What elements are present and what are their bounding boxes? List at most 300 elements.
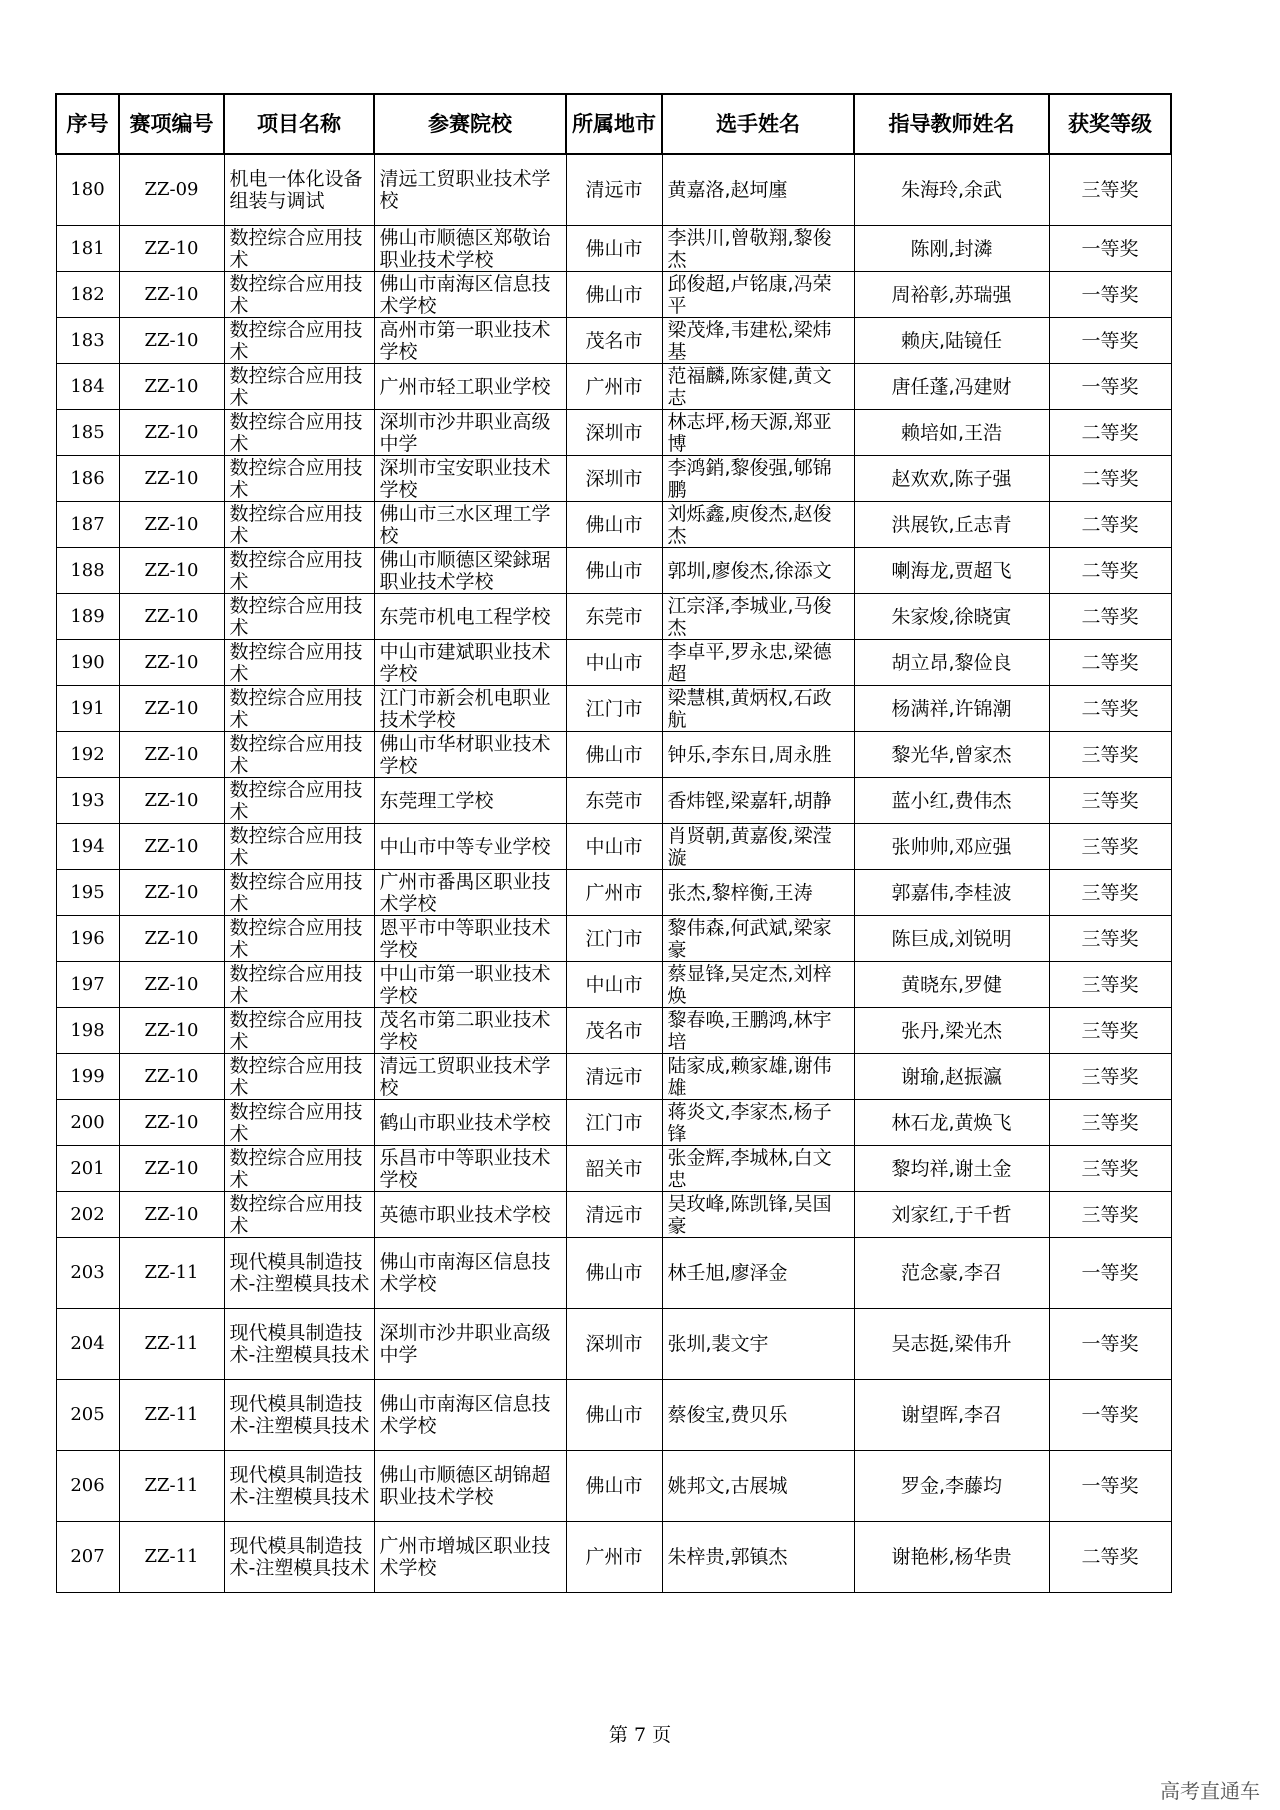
contestants-cell: [662, 824, 854, 870]
event-code-text: ZZ-10: [144, 467, 199, 489]
contestants-cell: [662, 778, 854, 824]
city-text: 东莞市: [585, 605, 643, 628]
contestants-text: 邱俊超,卢铭康,冯荣平: [667, 272, 832, 317]
event-code-cell: [119, 456, 224, 502]
school-cell: [374, 1238, 566, 1309]
contestants-cell: [662, 732, 854, 778]
city-text: 中山市: [585, 651, 643, 674]
instructors-text: 谢瑜,赵振瀛: [900, 1065, 1003, 1088]
serial-number-text: 203: [70, 1262, 105, 1283]
serial-number-text: 182: [70, 283, 105, 305]
serial-number-text: 201: [70, 1157, 105, 1179]
instructors-cell: [854, 1100, 1049, 1146]
table-row: [56, 318, 1171, 364]
serial-number-cell: [56, 1054, 119, 1100]
project-name-cell: [224, 594, 374, 640]
contestants-text: 钟乐,李东日,周永胜: [667, 743, 832, 766]
school-cell: [374, 732, 566, 778]
school-text: 中山市建斌职业技术学校: [379, 640, 551, 685]
instructors-cell: [854, 456, 1049, 502]
event-code-cell: [119, 1054, 224, 1100]
project-name-text: 现代模具制造技术-注塑模具技术: [229, 1322, 370, 1366]
instructors-cell: [854, 778, 1049, 824]
city-cell: [566, 778, 662, 824]
table-row: [56, 1100, 1171, 1146]
contestants-text: 张杰,黎梓衡,王涛: [667, 881, 813, 904]
event-code-text: ZZ-10: [144, 1203, 199, 1225]
serial-number-text: 202: [70, 1203, 105, 1225]
project-name-text: 数控综合应用技术: [229, 686, 363, 731]
instructors-text: 张丹,梁光杰: [900, 1019, 1003, 1042]
city-text: 佛山市: [585, 559, 643, 582]
contestants-text: 姚邦文,古展城: [667, 1475, 788, 1497]
table-row: [56, 870, 1171, 916]
city-cell: [566, 548, 662, 594]
event-code-text: ZZ-10: [144, 1065, 199, 1087]
contestants-cell: [662, 1238, 854, 1309]
instructors-text: 朱家焌,徐晓寅: [891, 605, 1012, 628]
event-code-text: ZZ-10: [144, 1157, 199, 1179]
city-text: 佛山市: [585, 237, 643, 260]
serial-number-cell: [56, 594, 119, 640]
school-cell: [374, 1451, 566, 1522]
event-code-cell: [119, 410, 224, 456]
project-name-cell: [224, 1522, 374, 1593]
contestants-text: 蔡俊宝,费贝乐: [667, 1404, 788, 1426]
project-name-cell: [224, 410, 374, 456]
project-name-text: 数控综合应用技术: [229, 318, 363, 363]
event-code-cell: [119, 548, 224, 594]
city-text: 佛山市: [585, 283, 643, 306]
serial-number-text: 197: [70, 973, 105, 995]
serial-number-cell: [56, 456, 119, 502]
event-code-cell: [119, 1238, 224, 1309]
event-code-text: ZZ-10: [144, 375, 199, 397]
contestants-cell: [662, 916, 854, 962]
instructors-text: 黄晓东,罗健: [900, 973, 1003, 996]
contestants-cell: [662, 686, 854, 732]
instructors-cell: [854, 1309, 1049, 1380]
school-cell: [374, 640, 566, 686]
event-code-cell: [119, 778, 224, 824]
award-level-cell: [1049, 594, 1171, 640]
school-text: 广州市轻工职业学校: [379, 375, 551, 398]
instructors-text: 陈巨成,刘锐明: [891, 927, 1012, 950]
city-cell: [566, 594, 662, 640]
project-name-text: 数控综合应用技术: [229, 1054, 363, 1099]
event-code-cell: [119, 870, 224, 916]
city-cell: [566, 272, 662, 318]
project-name-cell: [224, 226, 374, 272]
project-name-cell: [224, 154, 374, 226]
serial-number-text: 195: [70, 881, 105, 903]
event-code-cell: [119, 732, 224, 778]
event-code-cell: [119, 962, 224, 1008]
instructors-text: 张帅帅,邓应强: [891, 835, 1012, 858]
instructors-text: 胡立昂,黎俭良: [891, 651, 1012, 674]
project-name-text: 现代模具制造技术-注塑模具技术: [229, 1535, 370, 1579]
column-header: 获奖等级: [1049, 94, 1171, 154]
city-cell: [566, 640, 662, 686]
serial-number-cell: [56, 1380, 119, 1451]
project-name-cell: [224, 732, 374, 778]
contestants-cell: [662, 1146, 854, 1192]
school-text: 东莞理工学校: [379, 789, 494, 812]
project-name-cell: [224, 1309, 374, 1380]
instructors-cell: [854, 824, 1049, 870]
city-cell: [566, 1008, 662, 1054]
serial-number-text: 200: [70, 1111, 105, 1133]
project-name-cell: [224, 1100, 374, 1146]
instructors-text: 谢艳彬,杨华贵: [891, 1546, 1012, 1568]
event-code-cell: [119, 272, 224, 318]
instructors-cell: [854, 1238, 1049, 1309]
serial-number-cell: [56, 1008, 119, 1054]
contestants-text: 林壬旭,廖泽金: [667, 1262, 788, 1284]
contestants-text: 李洪川,曾敬翔,黎俊杰: [667, 226, 832, 271]
instructors-cell: [854, 870, 1049, 916]
award-level-cell: [1049, 870, 1171, 916]
city-text: 江门市: [585, 697, 643, 720]
city-cell: [566, 318, 662, 364]
award-level-cell: [1049, 1100, 1171, 1146]
table-row: [56, 548, 1171, 594]
table-row: [56, 1146, 1171, 1192]
project-name-text: 数控综合应用技术: [229, 870, 363, 915]
award-level-text: 二等奖: [1081, 559, 1139, 582]
instructors-text: 林石龙,黄焕飞: [891, 1111, 1012, 1134]
table-row: [56, 272, 1171, 318]
school-cell: [374, 1054, 566, 1100]
award-level-text: 一等奖: [1081, 375, 1139, 398]
serial-number-text: 206: [70, 1475, 105, 1496]
contestants-cell: [662, 1192, 854, 1238]
award-level-cell: [1049, 1309, 1171, 1380]
serial-number-text: 193: [70, 789, 105, 811]
table-row: [56, 1192, 1171, 1238]
city-cell: [566, 364, 662, 410]
award-level-text: 二等奖: [1081, 651, 1139, 674]
event-code-cell: [119, 1100, 224, 1146]
school-text: 高州市第一职业技术学校: [379, 318, 551, 363]
school-text: 深圳市宝安职业技术学校: [379, 456, 551, 501]
project-name-text: 数控综合应用技术: [229, 456, 363, 501]
school-cell: [374, 1522, 566, 1593]
header-row: [56, 94, 1171, 154]
contestants-text: 黎春唤,王鹏鸿,林宇培: [667, 1008, 832, 1053]
school-text: 佛山市南海区信息技术学校: [379, 272, 551, 317]
event-code-text: ZZ-10: [144, 421, 199, 443]
award-level-text: 三等奖: [1081, 927, 1139, 950]
award-level-cell: [1049, 318, 1171, 364]
award-level-text: 三等奖: [1081, 1019, 1139, 1042]
table-row: [56, 1309, 1171, 1380]
table-row: [56, 594, 1171, 640]
project-name-text: 数控综合应用技术: [229, 364, 363, 409]
event-code-cell: [119, 686, 224, 732]
serial-number-text: 188: [70, 559, 105, 581]
project-name-cell: [224, 318, 374, 364]
instructors-text: 刘家红,于千哲: [891, 1203, 1012, 1226]
project-name-cell: [224, 1054, 374, 1100]
table-row: [56, 778, 1171, 824]
school-cell: [374, 272, 566, 318]
award-level-text: 三等奖: [1081, 789, 1139, 812]
event-code-cell: [119, 364, 224, 410]
school-text: 佛山市顺德区梁銶琚职业技术学校: [379, 548, 551, 593]
serial-number-cell: [56, 824, 119, 870]
school-text: 广州市增城区职业技术学校: [379, 1535, 551, 1579]
column-header: 指导教师姓名: [854, 94, 1049, 154]
instructors-text: 赖庆,陆镜任: [900, 329, 1003, 352]
instructors-cell: [854, 226, 1049, 272]
contestants-cell: [662, 1008, 854, 1054]
instructors-text: 蓝小红,费伟杰: [891, 789, 1012, 812]
school-text: 佛山市南海区信息技术学校: [379, 1251, 551, 1295]
city-cell: [566, 226, 662, 272]
event-code-text: ZZ-10: [144, 1019, 199, 1041]
serial-number-cell: [56, 870, 119, 916]
contestants-text: 李卓平,罗永忠,梁德超: [667, 640, 832, 685]
contestants-text: 刘烁鑫,庾俊杰,赵俊杰: [667, 502, 832, 547]
school-text: 深圳市沙井职业高级中学: [379, 1322, 551, 1366]
event-code-text: ZZ-10: [144, 283, 199, 305]
instructors-text: 杨满祥,许锦潮: [891, 697, 1012, 720]
serial-number-cell: [56, 410, 119, 456]
city-text: 中山市: [585, 973, 643, 996]
instructors-text: 周裕彰,苏瑞强: [891, 283, 1012, 306]
project-name-cell: [224, 640, 374, 686]
school-cell: [374, 318, 566, 364]
instructors-cell: [854, 318, 1049, 364]
school-text: 英德市职业技术学校: [379, 1203, 551, 1226]
instructors-cell: [854, 732, 1049, 778]
table-row: [56, 1054, 1171, 1100]
contestants-cell: [662, 456, 854, 502]
event-code-text: ZZ-11: [144, 1546, 199, 1567]
event-code-text: ZZ-11: [144, 1333, 199, 1354]
event-code-text: ZZ-11: [144, 1262, 199, 1283]
award-level-cell: [1049, 1238, 1171, 1309]
instructors-cell: [854, 962, 1049, 1008]
school-cell: [374, 1192, 566, 1238]
contestants-text: 范福麟,陈家健,黄文志: [667, 364, 832, 409]
city-cell: [566, 1309, 662, 1380]
serial-number-cell: [56, 318, 119, 364]
school-cell: [374, 916, 566, 962]
city-text: 韶关市: [585, 1157, 643, 1180]
city-text: 深圳市: [585, 467, 643, 490]
contestants-cell: [662, 1380, 854, 1451]
project-name-text: 数控综合应用技术: [229, 1192, 363, 1237]
serial-number-text: 189: [70, 605, 105, 627]
serial-number-text: 199: [70, 1065, 105, 1087]
project-name-text: 数控综合应用技术: [229, 1100, 363, 1145]
contestants-cell: [662, 548, 854, 594]
award-level-text: 二等奖: [1081, 421, 1139, 444]
contestants-cell: [662, 870, 854, 916]
event-code-cell: [119, 1146, 224, 1192]
award-level-cell: [1049, 456, 1171, 502]
table-row: [56, 154, 1171, 226]
watermark-text: 高考直通车: [1160, 1779, 1260, 1803]
instructors-cell: [854, 1054, 1049, 1100]
contestants-cell: [662, 640, 854, 686]
contestants-cell: [662, 1451, 854, 1522]
instructors-cell: [854, 640, 1049, 686]
instructors-cell: [854, 1008, 1049, 1054]
project-name-text: 数控综合应用技术: [229, 410, 363, 455]
city-text: 中山市: [585, 835, 643, 858]
event-code-text: ZZ-10: [144, 973, 199, 995]
award-level-cell: [1049, 1054, 1171, 1100]
instructors-text: 朱海玲,余武: [900, 179, 1003, 201]
table-row: [56, 1451, 1171, 1522]
serial-number-text: 196: [70, 927, 105, 949]
project-name-cell: [224, 1192, 374, 1238]
serial-number-cell: [56, 1451, 119, 1522]
event-code-cell: [119, 1522, 224, 1593]
serial-number-cell: [56, 364, 119, 410]
school-text: 深圳市沙井职业高级中学: [379, 410, 551, 455]
column-header: 序号: [56, 94, 119, 154]
city-cell: [566, 732, 662, 778]
award-level-cell: [1049, 732, 1171, 778]
project-name-text: 现代模具制造技术-注塑模具技术: [229, 1251, 370, 1295]
award-level-cell: [1049, 824, 1171, 870]
event-code-text: ZZ-10: [144, 697, 199, 719]
contestants-cell: [662, 1309, 854, 1380]
project-name-cell: [224, 916, 374, 962]
award-level-cell: [1049, 1008, 1171, 1054]
contestants-text: 黄嘉洛,赵坷廛: [667, 179, 788, 201]
city-cell: [566, 1451, 662, 1522]
project-name-text: 数控综合应用技术: [229, 502, 363, 547]
instructors-text: 洪展钦,丘志青: [891, 513, 1012, 536]
project-name-cell: [224, 824, 374, 870]
city-cell: [566, 824, 662, 870]
school-cell: [374, 226, 566, 272]
event-code-cell: [119, 1380, 224, 1451]
contestants-text: 肖贤朝,黄嘉俊,梁滢漩: [667, 824, 832, 869]
event-code-text: ZZ-10: [144, 881, 199, 903]
city-cell: [566, 1100, 662, 1146]
table-row: [56, 456, 1171, 502]
event-code-cell: [119, 154, 224, 226]
award-level-text: 一等奖: [1081, 237, 1139, 260]
table-row: [56, 686, 1171, 732]
serial-number-text: 183: [70, 329, 105, 351]
instructors-cell: [854, 154, 1049, 226]
school-cell: [374, 686, 566, 732]
city-text: 清远市: [585, 179, 643, 201]
instructors-cell: [854, 1192, 1049, 1238]
project-name-text: 数控综合应用技术: [229, 1008, 363, 1053]
table-body: [56, 154, 1171, 1593]
award-level-text: 一等奖: [1081, 1333, 1139, 1355]
contestants-cell: [662, 272, 854, 318]
table-row: [56, 410, 1171, 456]
city-text: 江门市: [585, 1111, 643, 1134]
award-level-cell: [1049, 272, 1171, 318]
event-code-cell: [119, 916, 224, 962]
instructors-cell: [854, 1146, 1049, 1192]
school-cell: [374, 594, 566, 640]
contestants-cell: [662, 410, 854, 456]
school-text: 佛山市顺德区郑敬诒职业技术学校: [379, 226, 551, 271]
school-cell: [374, 778, 566, 824]
award-table-container: [55, 93, 1170, 1593]
project-name-cell: [224, 1238, 374, 1309]
serial-number-cell: [56, 962, 119, 1008]
award-level-cell: [1049, 410, 1171, 456]
award-level-cell: [1049, 1451, 1171, 1522]
serial-number-text: 207: [70, 1546, 105, 1567]
school-cell: [374, 548, 566, 594]
city-text: 深圳市: [585, 421, 643, 444]
contestants-text: 蔡显锋,吴定杰,刘梓焕: [667, 962, 832, 1007]
city-cell: [566, 410, 662, 456]
school-text: 佛山市南海区信息技术学校: [379, 1393, 551, 1437]
project-name-cell: [224, 870, 374, 916]
contestants-cell: [662, 154, 854, 226]
award-level-text: 三等奖: [1081, 743, 1139, 766]
instructors-text: 黎光华,曾家杰: [891, 743, 1012, 766]
event-code-text: ZZ-11: [144, 1475, 199, 1496]
school-cell: [374, 1008, 566, 1054]
city-text: 清远市: [585, 1203, 643, 1226]
award-level-text: 三等奖: [1081, 1065, 1139, 1088]
serial-number-cell: [56, 1309, 119, 1380]
event-code-text: ZZ-10: [144, 651, 199, 673]
school-text: 中山市中等专业学校: [379, 835, 551, 858]
serial-number-cell: [56, 1238, 119, 1309]
project-name-cell: [224, 962, 374, 1008]
serial-number-cell: [56, 916, 119, 962]
instructors-cell: [854, 548, 1049, 594]
award-level-text: 三等奖: [1081, 179, 1139, 201]
project-name-text: 数控综合应用技术: [229, 732, 363, 777]
contestants-cell: [662, 1100, 854, 1146]
project-name-cell: [224, 1380, 374, 1451]
award-level-text: 三等奖: [1081, 1111, 1139, 1134]
serial-number-cell: [56, 1146, 119, 1192]
school-text: 清远工贸职业技术学校: [379, 1054, 551, 1099]
table-row: [56, 1238, 1171, 1309]
event-code-cell: [119, 1192, 224, 1238]
school-text: 乐昌市中等职业技术学校: [379, 1146, 551, 1191]
serial-number-text: 205: [70, 1404, 105, 1425]
award-level-cell: [1049, 502, 1171, 548]
school-cell: [374, 364, 566, 410]
project-name-text: 数控综合应用技术: [229, 226, 363, 271]
school-text: 佛山市顺德区胡锦超职业技术学校: [379, 1464, 551, 1508]
city-text: 深圳市: [585, 1333, 643, 1355]
project-name-cell: [224, 548, 374, 594]
serial-number-text: 184: [70, 375, 105, 397]
project-name-text: 数控综合应用技术: [229, 548, 363, 593]
contestants-cell: [662, 1522, 854, 1593]
award-level-text: 三等奖: [1081, 835, 1139, 858]
contestants-text: 张圳,裴文宇: [667, 1333, 769, 1355]
serial-number-text: 204: [70, 1333, 105, 1354]
city-text: 茂名市: [585, 329, 643, 352]
project-name-text: 现代模具制造技术-注塑模具技术: [229, 1464, 370, 1508]
instructors-text: 谢望晖,李召: [900, 1404, 1003, 1426]
instructors-cell: [854, 1380, 1049, 1451]
serial-number-text: 181: [70, 237, 105, 259]
school-text: 茂名市第二职业技术学校: [379, 1008, 551, 1053]
